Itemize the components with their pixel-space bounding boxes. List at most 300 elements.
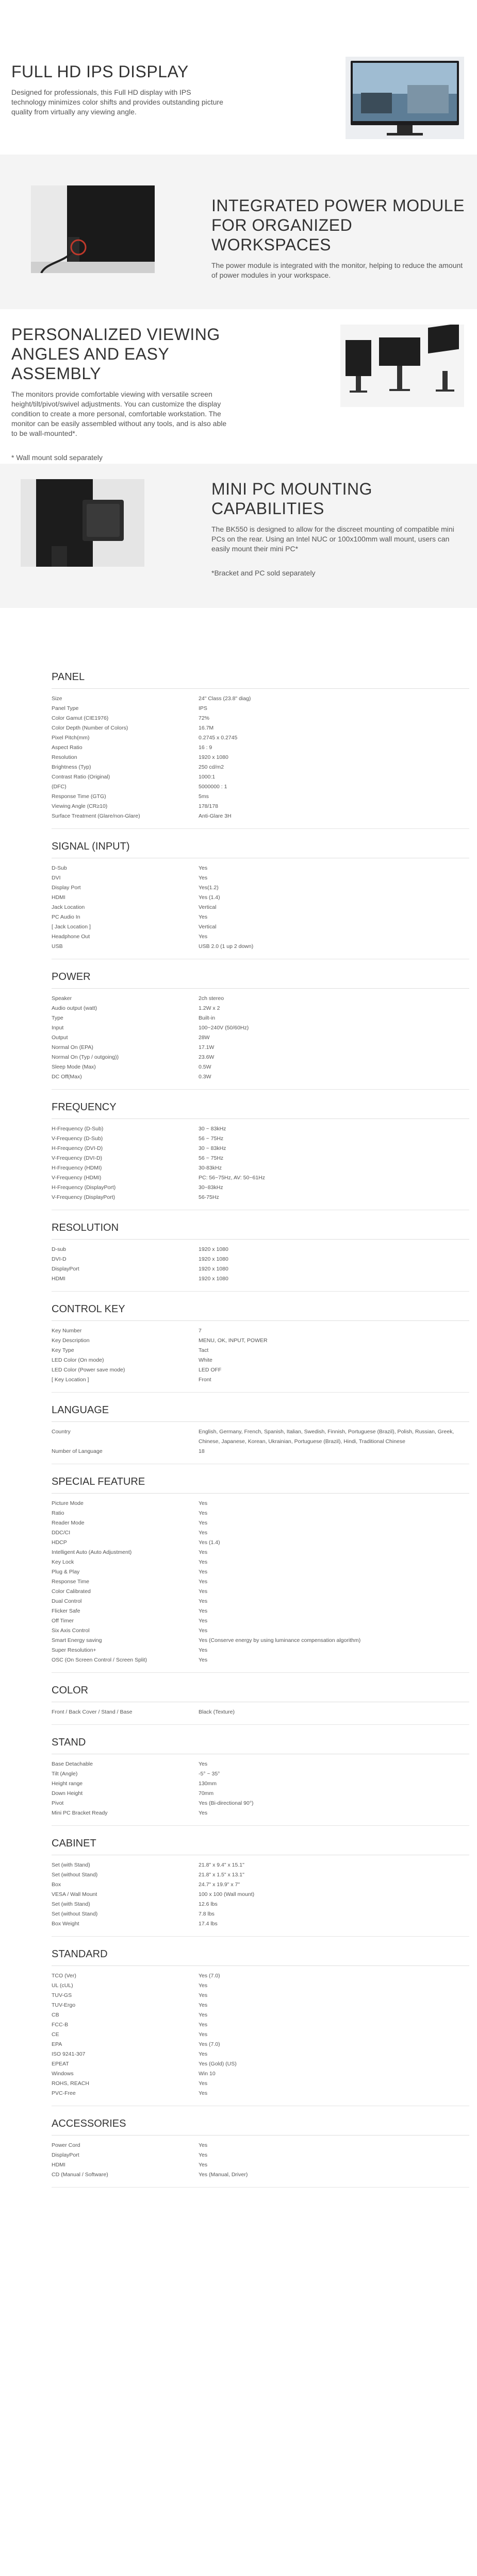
mini-pc-image <box>21 479 144 567</box>
spec-value: 23.6W <box>199 1054 215 1060</box>
spec-label: DVI <box>52 875 61 881</box>
section-separator <box>52 2187 469 2188</box>
spec-row <box>52 1981 469 1991</box>
feature-title: FULL HD IPS DISPLAY <box>11 62 189 81</box>
spec-value: 1920 x 1080 <box>199 1266 228 1272</box>
spec-row <box>52 1557 469 1567</box>
spec-value: 56-75Hz <box>199 1194 219 1200</box>
spec-row <box>52 723 469 733</box>
spec-value: Yes <box>199 1647 208 1653</box>
spec-row <box>52 1255 469 1264</box>
spec-label: Base Detachable <box>52 1761 93 1767</box>
spec-value: MENU, OK, INPUT, POWER <box>199 1337 268 1344</box>
power-module-image <box>31 185 155 273</box>
spec-row <box>52 782 469 792</box>
spec-section <box>0 1725 477 1826</box>
monitor-front-image <box>346 57 464 139</box>
spec-section <box>0 1673 477 1725</box>
spec-row <box>52 1799 469 1808</box>
spec-section-title: PANEL <box>52 671 85 683</box>
spec-section-title: STANDARD <box>52 1948 108 1960</box>
spec-row <box>52 704 469 714</box>
spec-value: Yes <box>199 2162 208 2168</box>
spec-row <box>52 1053 469 1062</box>
spec-row <box>52 1173 469 1183</box>
spec-value: PC: 56~75Hz, AV: 50~61Hz <box>199 1175 265 1181</box>
spec-value: IPS <box>199 705 207 711</box>
spec-label: Plug & Play <box>52 1569 80 1575</box>
spec-label: Picture Mode <box>52 1500 84 1506</box>
spec-value: 1920 x 1080 <box>199 754 228 760</box>
spec-value: Yes <box>199 2022 208 2028</box>
spec-value: 30 ~ 83kHz <box>199 1145 226 1151</box>
spec-row <box>52 912 469 922</box>
spec-label: H-Frequency (DisplayPort) <box>52 1184 116 1191</box>
spec-value: Anti-Glare 3H <box>199 813 232 819</box>
spec-row <box>52 1860 469 1870</box>
spec-row <box>52 1880 469 1890</box>
feature-description: The monitors provide comfortable viewing with versatile screen height/tilt/pivot/swivel adjustments. You can customize the display condition to create a more personal, comfortable workstation. The monitor can be easily assembled without any tools, and is also able to be wall-mounted*. <box>11 390 227 437</box>
spec-row <box>52 753 469 762</box>
spec-row <box>52 1870 469 1880</box>
spec-section-title: ACCESSORIES <box>52 2118 126 2129</box>
spec-section-title: POWER <box>52 971 91 982</box>
spec-value: Built-in <box>199 1015 216 1021</box>
spec-section-title: RESOLUTION <box>52 1222 119 1233</box>
spec-label: Input <box>52 1025 64 1031</box>
spec-row <box>52 762 469 772</box>
spec-label: VESA / Wall Mount <box>52 1891 97 1897</box>
spec-label: D-Sub <box>52 865 67 871</box>
spec-value: 17.1W <box>199 1044 215 1050</box>
spec-row <box>52 1779 469 1789</box>
spec-value: LED OFF <box>199 1367 222 1373</box>
spec-row <box>52 811 469 821</box>
feature-description: The power module is integrated with the monitor, helping to reduce the amount of power modules in your workspace. <box>211 261 463 279</box>
spec-value: Yes <box>199 1810 208 1816</box>
spec-row <box>52 1587 469 1597</box>
spec-label: Number of Language <box>52 1448 103 1454</box>
spec-value: Yes (Manual, Driver) <box>199 2172 248 2178</box>
spec-label: Color Calibrated <box>52 1588 91 1595</box>
spec-value: 7 <box>199 1328 202 1334</box>
spec-label: Smart Energy saving <box>52 1637 102 1643</box>
spec-row <box>52 1245 469 1255</box>
spec-label: ISO 9241-307 <box>52 2051 86 2057</box>
spec-row <box>52 1355 469 1365</box>
spec-section <box>0 1090 477 1210</box>
spec-value: 2ch stereo <box>199 995 224 1002</box>
spec-label: HDMI <box>52 894 65 901</box>
spec-label: Brightness (Typ) <box>52 764 91 770</box>
spec-value: Yes <box>199 1628 208 1634</box>
spec-label: USB <box>52 943 63 950</box>
spec-label: Contrast Ratio (Original) <box>52 774 110 780</box>
spec-label: EPEAT <box>52 2061 69 2067</box>
spec-row <box>52 1626 469 1636</box>
spec-label: Surface Treatment (Glare/non-Glare) <box>52 813 140 819</box>
section-divider <box>52 988 469 989</box>
spec-label: HDMI <box>52 1276 65 1282</box>
spec-value: 0.2745 x 0.2745 <box>199 735 238 741</box>
spec-label: Type <box>52 1015 63 1021</box>
spec-label: Key Lock <box>52 1559 74 1565</box>
spec-label: V-Frequency (DisplayPort) <box>52 1194 116 1200</box>
spec-label: HDCP <box>52 1539 67 1546</box>
spec-label: Response Time <box>52 1579 89 1585</box>
spec-label: Set (without Stand) <box>52 1872 98 1878</box>
spec-section <box>0 959 477 1090</box>
spec-row <box>52 1427 469 1447</box>
spec-value: Yes <box>199 2051 208 2057</box>
spec-value: 178/178 <box>199 803 218 809</box>
spec-row <box>52 1062 469 1072</box>
spec-value: 16.7M <box>199 725 214 731</box>
spec-value: 12.6 lbs <box>199 1901 218 1907</box>
spec-row <box>52 1023 469 1033</box>
spec-value: 17.4 lbs <box>199 1921 218 1927</box>
spec-row <box>52 2079 469 2089</box>
spec-row <box>52 883 469 893</box>
spec-label: Box Weight <box>52 1921 79 1927</box>
spec-value: Yes <box>199 2152 208 2158</box>
spec-value: 28W <box>199 1035 210 1041</box>
spec-value: 100 x 100 (Wall mount) <box>199 1891 255 1897</box>
spec-value: English, Germany, French, Spanish, Italian, Swedish, Finnish, Portuguese (Brazil), Polish, Russian, Greek, Chinese, Japanese, Korean, Ukrainian, Portuguese (Brazil), Hindi, Traditional Chinese <box>199 1429 454 1445</box>
spec-value: Yes (7.0) <box>199 1973 220 1979</box>
spec-label: H-Frequency (D-Sub) <box>52 1126 104 1132</box>
spec-label: Panel Type <box>52 705 79 711</box>
spec-value: White <box>199 1357 212 1363</box>
spec-row <box>52 1134 469 1144</box>
feature-mini-pc <box>0 464 477 608</box>
spec-row <box>52 1004 469 1013</box>
spec-value: 30~83kHz <box>199 1184 223 1191</box>
spec-label: CD (Manual / Software) <box>52 2172 108 2178</box>
section-divider <box>52 1493 469 1494</box>
spec-row <box>52 1528 469 1538</box>
section-divider <box>52 1239 469 1240</box>
spec-label: Pivot <box>52 1800 64 1806</box>
spec-row <box>52 1606 469 1616</box>
spec-section-title: FREQUENCY <box>52 1101 117 1113</box>
spec-row <box>52 1707 469 1717</box>
spec-row <box>52 1518 469 1528</box>
spec-section <box>0 1464 477 1673</box>
section-divider <box>52 1320 469 1321</box>
spec-label: DDC/CI <box>52 1530 71 1536</box>
spec-value: -5° ~ 35° <box>199 1771 220 1777</box>
spec-row <box>52 1124 469 1134</box>
spec-value: 100~240V (50/60Hz) <box>199 1025 249 1031</box>
spec-value: 18 <box>199 1448 205 1454</box>
spec-value: Yes <box>199 1598 208 1604</box>
spec-label: (DFC) <box>52 784 67 790</box>
spec-value: Yes <box>199 1569 208 1575</box>
spec-label: Front / Back Cover / Stand / Base <box>52 1709 133 1715</box>
spec-value: Yes <box>199 2090 208 2096</box>
spec-label: TUV-GS <box>52 1992 72 1998</box>
spec-row <box>52 1567 469 1577</box>
spec-label: Flicker Safe <box>52 1608 80 1614</box>
spec-section-title: COLOR <box>52 1685 89 1696</box>
spec-value: Yes <box>199 2002 208 2008</box>
spec-label: ROHS, REACH <box>52 2080 89 2087</box>
spec-value: Yes <box>199 1618 208 1624</box>
spec-label: Viewing Angle (CR≥10) <box>52 803 108 809</box>
spec-value: 1920 x 1080 <box>199 1276 228 1282</box>
spec-label: LED Color (Power save mode) <box>52 1367 125 1373</box>
spec-value: 5ms <box>199 793 209 800</box>
spec-value: Yes (Conserve energy by using luminance compensation algorithm) <box>199 1637 361 1643</box>
spec-label: Mini PC Bracket Ready <box>52 1810 108 1816</box>
spec-row <box>52 1264 469 1274</box>
spec-value: 250 cd/m2 <box>199 764 224 770</box>
spec-label: [ Key Location ] <box>52 1377 89 1383</box>
spec-value: 130mm <box>199 1781 217 1787</box>
spec-row <box>52 1193 469 1202</box>
spec-value: Yes (1.4) <box>199 894 220 901</box>
spec-row <box>52 1971 469 1981</box>
spec-row <box>52 1499 469 1509</box>
spec-value: Yes (Bi-directional 90°) <box>199 1800 254 1806</box>
spec-row <box>52 1144 469 1154</box>
spec-row <box>52 2160 469 2170</box>
spec-label: OSC (On Screen Control / Screen Split) <box>52 1657 147 1663</box>
spec-section-title: CABINET <box>52 1838 96 1849</box>
spec-row <box>52 932 469 942</box>
spec-table <box>0 659 477 2188</box>
spec-row <box>52 1033 469 1043</box>
spec-label: PC Audio In <box>52 914 80 920</box>
spec-row <box>52 1509 469 1518</box>
spec-row <box>52 802 469 811</box>
spec-label: V-Frequency (DVI-D) <box>52 1155 103 1161</box>
feature-full-hd <box>0 0 477 155</box>
section-divider <box>52 2135 469 2136</box>
spec-row <box>52 1636 469 1646</box>
spec-label: Country <box>52 1429 71 1435</box>
spec-row <box>52 2089 469 2098</box>
spec-value: 0.5W <box>199 1064 211 1070</box>
spec-value: 21.8" x 1.5" x 13.1" <box>199 1872 244 1878</box>
spec-label: V-Frequency (D-Sub) <box>52 1136 103 1142</box>
spec-row <box>52 1447 469 1456</box>
spec-section <box>0 1937 477 2106</box>
spec-row <box>52 1548 469 1557</box>
spec-row <box>52 1655 469 1665</box>
spec-row <box>52 1577 469 1587</box>
feature-description: Designed for professionals, this Full HD display with IPS technology minimizes color shifts and provides outstanding picture quality from virtually any viewing angle. <box>11 88 223 116</box>
spec-section <box>0 1826 477 1937</box>
spec-label: Six Axis Control <box>52 1628 90 1634</box>
spec-row <box>52 1365 469 1375</box>
spec-row <box>52 1900 469 1909</box>
spec-label: EPA <box>52 2041 62 2047</box>
spec-value: 56 ~ 75Hz <box>199 1155 224 1161</box>
feature-description: The BK550 is designed to allow for the discreet mounting of compatible mini PCs on the rear. Using an Intel NUC or 100x100mm wall mount, users can easily mount their mini PC* <box>211 525 454 553</box>
spec-row <box>52 1597 469 1606</box>
feature-text <box>11 325 233 463</box>
spec-row <box>52 1072 469 1082</box>
spec-label: DisplayPort <box>52 2152 79 2158</box>
spec-label: FCC-B <box>52 2022 69 2028</box>
spec-value: Yes (7.0) <box>199 2041 220 2047</box>
spec-label: Key Type <box>52 1347 74 1353</box>
spec-section <box>0 1393 477 1464</box>
spec-row <box>52 1183 469 1193</box>
spec-value: Yes(1.2) <box>199 885 219 891</box>
spec-label: Color Gamut (CIE1976) <box>52 715 109 721</box>
spec-value: Yes <box>199 2012 208 2018</box>
feature-text <box>211 196 469 280</box>
spec-value: Win 10 <box>199 2071 216 2077</box>
spec-value: Yes <box>199 2031 208 2038</box>
spec-label: Aspect Ratio <box>52 744 83 751</box>
spec-row <box>52 1375 469 1385</box>
spec-label: [ Jack Location ] <box>52 924 91 930</box>
spec-value: Vertical <box>199 904 217 910</box>
spec-value: Yes <box>199 1530 208 1536</box>
spec-row <box>52 1769 469 1779</box>
spec-section-title: SPECIAL FEATURE <box>52 1476 145 1487</box>
spec-value: Yes <box>199 1608 208 1614</box>
spec-row <box>52 994 469 1004</box>
spec-row <box>52 2150 469 2160</box>
spec-value: 30 ~ 83kHz <box>199 1126 226 1132</box>
spec-value: Yes <box>199 1761 208 1767</box>
feature-power-module <box>0 155 477 309</box>
spec-value: Yes <box>199 914 208 920</box>
spec-label: Box <box>52 1882 61 1888</box>
spec-section-title: STAND <box>52 1737 86 1748</box>
spec-value: Front <box>199 1377 211 1383</box>
spec-value: Yes <box>199 1520 208 1526</box>
spec-value: 30-83kHz <box>199 1165 222 1171</box>
spec-label: PVC-Free <box>52 2090 76 2096</box>
spec-label: Set (with Stand) <box>52 1862 90 1868</box>
spec-value: Yes <box>199 875 208 881</box>
feature-note: *Bracket and PC sold separately <box>211 569 316 577</box>
spec-value: Yes <box>199 1549 208 1555</box>
spec-value: 56 ~ 75Hz <box>199 1136 224 1142</box>
spec-value: 1.2W x 2 <box>199 1005 220 1011</box>
spec-row <box>52 2010 469 2020</box>
spec-label: CB <box>52 2012 59 2018</box>
spec-value: 21.8" x 9.4" x 15.1" <box>199 1862 244 1868</box>
spec-row <box>52 792 469 802</box>
spec-row <box>52 922 469 932</box>
spec-value: 24" Class (23.8" diag) <box>199 696 251 702</box>
spec-row <box>52 2059 469 2069</box>
spec-row <box>52 903 469 912</box>
spec-label: Reader Mode <box>52 1520 85 1526</box>
spec-value: 0.3W <box>199 1074 211 1080</box>
spec-row <box>52 1909 469 1919</box>
spec-section <box>0 2106 477 2188</box>
spec-label: Dual Control <box>52 1598 82 1604</box>
spec-section <box>0 1210 477 1292</box>
spec-value: Yes <box>199 2080 208 2087</box>
spec-row <box>52 733 469 743</box>
spec-row <box>52 1890 469 1900</box>
spec-row <box>52 694 469 704</box>
spec-row <box>52 2040 469 2049</box>
spec-value: Yes <box>199 934 208 940</box>
spec-row <box>52 1919 469 1929</box>
spec-label: D-sub <box>52 1246 67 1252</box>
spec-row <box>52 1336 469 1346</box>
spec-label: TCO (Ver) <box>52 1973 76 1979</box>
spec-label: Response Time (GTG) <box>52 793 106 800</box>
feature-title: PERSONALIZED VIEWING ANGLES AND EASY ASSEMBLY <box>11 325 220 383</box>
spec-value: Yes <box>199 1588 208 1595</box>
spec-value: 24.7" x 19.9" x 7" <box>199 1882 240 1888</box>
spec-label: Resolution <box>52 754 77 760</box>
spec-row <box>52 942 469 952</box>
spec-label: Jack Location <box>52 904 85 910</box>
spec-label: Headphone Out <box>52 934 90 940</box>
spec-row <box>52 1789 469 1799</box>
spec-row <box>52 2141 469 2150</box>
spec-value: Yes (Gold) (US) <box>199 2061 237 2067</box>
spec-value: USB 2.0 (1 up 2 down) <box>199 943 254 950</box>
spec-row <box>52 714 469 723</box>
feature-note: * Wall mount sold separately <box>11 453 103 462</box>
spec-value: 1000:1 <box>199 774 216 780</box>
spec-row <box>52 743 469 753</box>
spec-label: UL (cUL) <box>52 1982 73 1989</box>
spec-label: V-Frequency (HDMI) <box>52 1175 102 1181</box>
spec-row <box>52 1538 469 1548</box>
spec-label: DVI-D <box>52 1256 67 1262</box>
spec-value: 70mm <box>199 1790 214 1797</box>
feature-title: MINI PC MOUNTING CAPABILITIES <box>211 480 372 518</box>
spec-value: 7.8 lbs <box>199 1911 215 1917</box>
spec-value: Yes <box>199 2142 208 2148</box>
spec-label: Key Description <box>52 1337 90 1344</box>
spec-label: Speaker <box>52 995 72 1002</box>
spec-value: Yes <box>199 1559 208 1565</box>
spec-label: H-Frequency (HDMI) <box>52 1165 102 1171</box>
spec-label: Windows <box>52 2071 74 2077</box>
feature-text <box>211 479 464 578</box>
spec-label: Height range <box>52 1781 83 1787</box>
spec-value: 5000000 : 1 <box>199 784 227 790</box>
spec-label: Off Timer <box>52 1618 74 1624</box>
spec-section-title: LANGUAGE <box>52 1404 109 1416</box>
spec-label: Size <box>52 696 62 702</box>
spec-row <box>52 772 469 782</box>
spec-label: Ratio <box>52 1510 64 1516</box>
spec-value: Yes <box>199 1579 208 1585</box>
spec-value: 1920 x 1080 <box>199 1246 228 1252</box>
spec-row <box>52 863 469 873</box>
spec-section <box>0 1292 477 1393</box>
spec-row <box>52 873 469 883</box>
spec-label: CE <box>52 2031 59 2038</box>
spec-label: Color Depth (Number of Colors) <box>52 725 128 731</box>
spec-value: Tact <box>199 1347 209 1353</box>
spec-row <box>52 1163 469 1173</box>
spec-row <box>52 1346 469 1355</box>
spec-label: LED Color (On mode) <box>52 1357 104 1363</box>
spec-label: Normal On (EPA) <box>52 1044 93 1050</box>
spec-row <box>52 1991 469 2001</box>
spec-label: TUV-Ergo <box>52 2002 76 2008</box>
spec-label: DisplayPort <box>52 1266 79 1272</box>
spec-value: Yes (1.4) <box>199 1539 220 1546</box>
